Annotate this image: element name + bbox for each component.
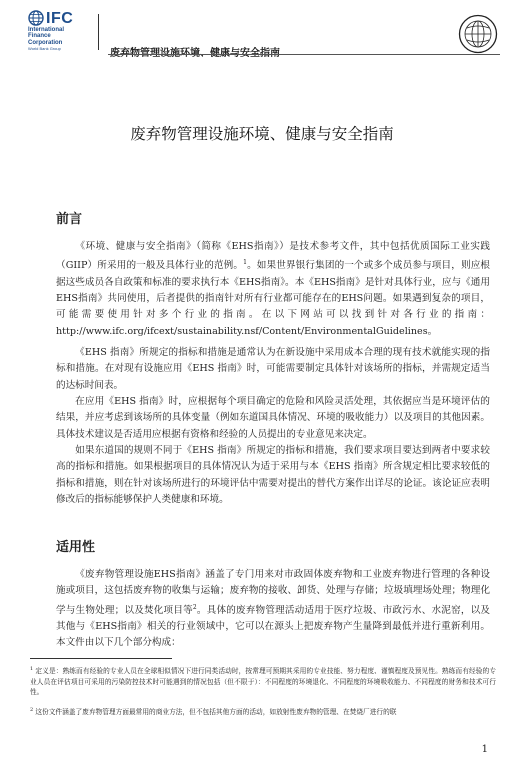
footnote-2: $^2$ 这份文件涵盖了废弃物管理方面最常用的商业方法，但不包括其他方面的活动，如放射性废弃物的管理、在焚烧厂进行的联 [30,707,397,717]
document-title: 废弃物管理设施环境、健康与安全指南 [130,125,394,143]
foreword-paragraph-3: 在应用《EHS 指南》时，应根据每个项目确定的危险和风险灵活处理，其依据应当是环境评估的结果，并应考虑到该场所的具体变量（例如东道国具体情况、环境的吸收能力）以及项目的其他因素。具体技术建议是否适用应根据有资格和经验的人员提出的专业意见来决定。 [56,396,490,440]
ifc-logo [28,10,90,50]
foreword-paragraph-2: 《EHS 指南》所规定的指标和措施是通常认为在新设施中采用成本合理的现有技术就能实现的指标和措施。在对现有设施应用《EHS 指南》时，可能需要制定具体针对该场所的指标，并需规定适当的达标时间表。 [56,347,490,391]
header-divider [98,14,99,50]
page-header [28,8,498,58]
footnote-marker-1: 1 [243,259,247,267]
ifc-logo-subtext: International Finance Corporation [28,27,65,46]
header-rule-line [108,54,500,55]
footnote-separator [30,658,172,659]
foreword-paragraph-4: 如果东道国的规则不同于《EHS 指南》所规定的指标和措施，我们要求项目要达到两者中要求较高的指标和措施。如果根据项目的具体情况认为适于采用与本《EHS 指南》所含规定相比要求较低的指标和措施，则在针对该场所进行的环境评估中需要对提出的替代方案作出详尽的论证。该论证应表明修改后的指标能够保护人类健康和环境。 [56,445,490,505]
world-bank-logo [458,14,498,54]
ifc-logo-group: World Bank Group [28,46,61,51]
section-heading-foreword: 前言 [56,212,83,227]
footnote-marker-2: 2 [192,603,197,611]
applicability-paragraph: 《废弃物管理设施EHS指南》涵盖了专门用来对市政固体废弃物和工业废弃物进行管理的各种设施或项目，这包括废弃物的收集与运输；废弃物的接收、卸货、处理与存储；垃圾填埋场处理；物理化学与生物处理；以及焚化项目等$^2$。具体的废弃物管理活动适用于医疗垃圾、市政污水、水泥窑，以及其他与《EHS指南》相关的行业领域中，它可以在源头上把废弃物产生量降到最低并进行重新利用。本文件由以下几个部分构成： [56,569,491,649]
footnote-1: $^1$ 定义是：熟练而有经验的专业人员在全球相似情况下进行同类活动时，按常理可预期其采用的专业技能、努力程度、谨慎程度及预见性。熟练而有经验的专业人员在评估项目可采用的污染防控技术时可能遇到的情况包括（但不限于）：不同程度的环境退化、不同程度的环境吸收能力、不同程度的财务和技术可行性。 [30,666,496,697]
header-title [110,44,280,59]
ifc-logo-text: IFC [46,10,74,27]
world-bank-seal-icon [458,14,498,54]
page-number: 1 [481,744,488,755]
section-heading-applicability: 适用性 [56,540,96,555]
foreword-paragraph-1: 《环境、健康与安全指南》（简称《EHS指南》）是技术参考文件，其中包括优质国际工业实践（GIIP）所采用的一般及具体行业的范例。$^1$。如果世界银行集团的一个或多个成员参与项目，则应根据这些成员各自政策和标准的要求执行本《EHS指南》。本《EHS指南》是针对具体行业，应与《通用EHS指南》共同使用，后者提供的指南针对所有行业都可能存在的EHS问题。如果遇到复杂的项目，可能需要使用针对多个行业的指南。在以下网站可以找到针对各行业的指南：http://www.ifc.org/ifcext/sustainability.nsf/Content/EnvironmentalGuidelines。 [56,241,491,337]
globe-icon [28,10,44,26]
